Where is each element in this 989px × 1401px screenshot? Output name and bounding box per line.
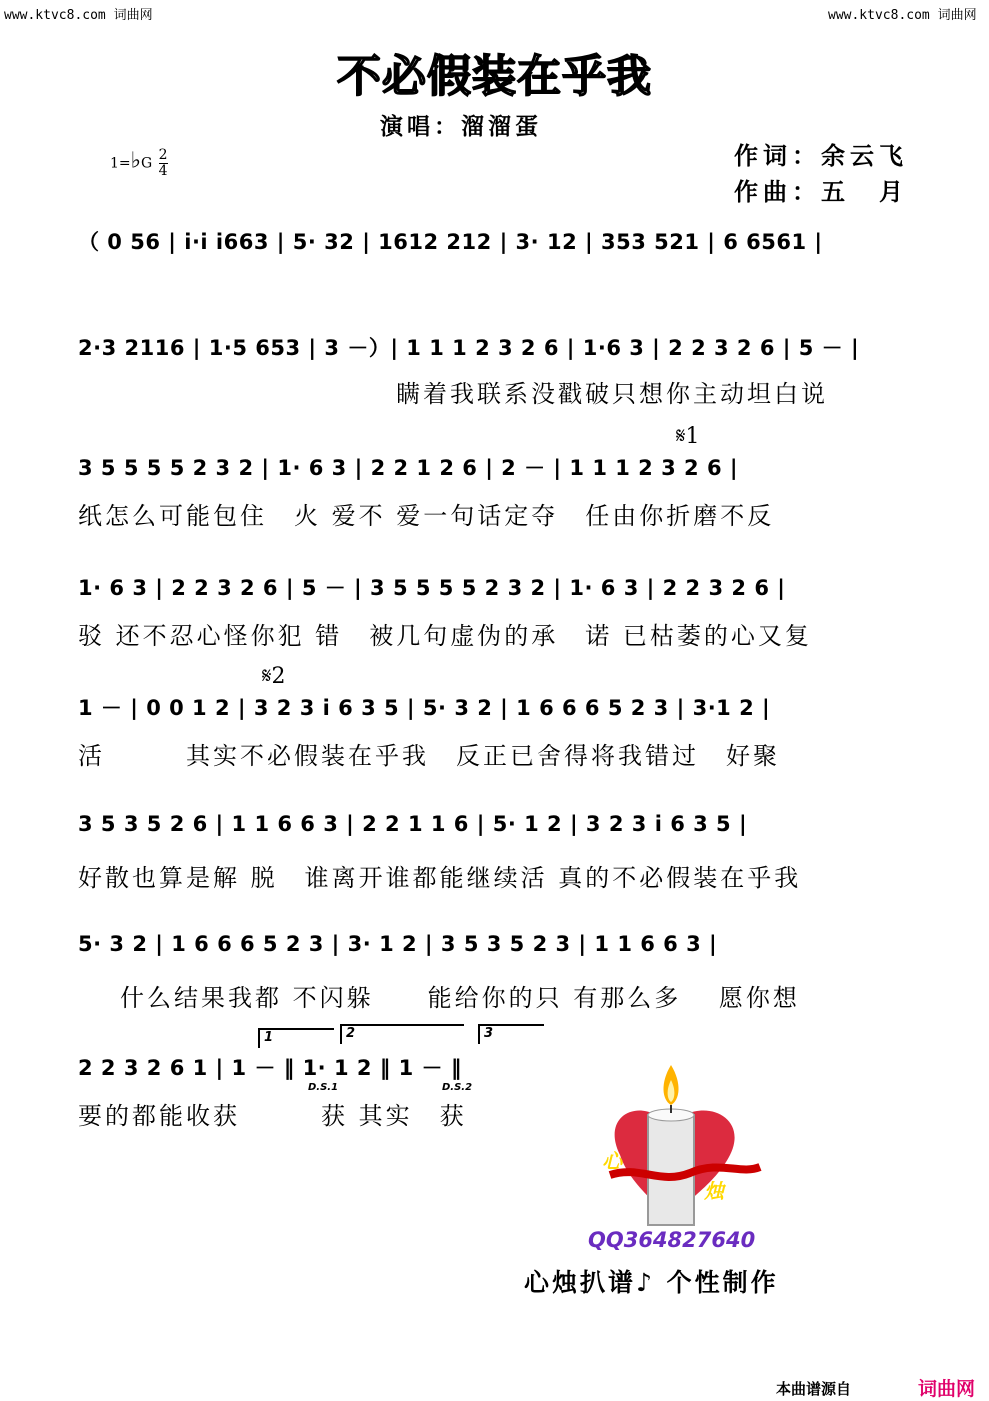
segno-2-icon: 𝄋2	[262, 664, 286, 689]
lyrics-row-5: 好散也算是解 脱 谁离开谁都能继续活 真的不必假装在乎我	[78, 864, 802, 892]
footer-source: 本曲谱源自	[776, 1380, 852, 1398]
ds-2-mark: D.S.2	[442, 1082, 473, 1093]
candle-logo	[600, 1055, 770, 1235]
candle-char-2: 烛	[704, 1179, 724, 1203]
ending-1-bracket: 1	[258, 1028, 334, 1048]
notes-row-7: 5· 3 2 | 1 6 6 6 5 2 3 | 3· 1 2 | 3 5 3 5 2 3 | 1 1 6 6 3 |	[78, 932, 718, 956]
key-signature	[110, 148, 168, 179]
lyrics-row-4: 活 其实不必假装在乎我 反正已舍得将我错过 好聚	[78, 742, 780, 770]
site-header-right: www.ktvc8.com 词曲网	[828, 8, 977, 23]
flat-symbol: ♭	[130, 148, 142, 174]
singer-line: 演唱：溜溜蛋	[380, 114, 542, 140]
candle-char-1: 心	[602, 1149, 622, 1173]
notes-row-3: 3 5 5 5 5 2 3 2 | 1· 6 3 | 2 2 1 2 6 | 2 － | 1 1 1 2 3 2 6 |	[78, 456, 739, 480]
notes-row-5: 1 － | 0 0 1 2 | 3 2 3 i 6 3 5 | 5· 3 2 | 1 6 6 6 5 2 3 | 3·1 2 |	[78, 696, 771, 720]
song-title: 不必假装在乎我	[337, 51, 652, 102]
key-prefix: 1=	[110, 155, 131, 172]
lyrics-row-2: 纸怎么可能包住 火 爱不 爱一句话定夺 任由你折磨不反	[78, 502, 775, 530]
notes-row-1: （ 0 56 | i·i i663 | 5· 32 | 1612 212 | 3· 12 | 353 521 | 6 6561 |	[78, 230, 823, 254]
lyrics-row-1: 瞒着我联系没戳破只想你主动坦白说	[396, 380, 828, 408]
segno-1-icon: 𝄋1	[676, 424, 700, 449]
lyrics-row-7: 要的都能收获 获 其实 获	[78, 1102, 467, 1130]
time-signature	[159, 148, 168, 179]
composer-line: 作曲：五 月	[734, 178, 908, 206]
footer-brand: 词曲网	[918, 1378, 976, 1400]
notes-row-6: 3 5 3 5 2 6 | 1 1 6 6 3 | 2 2 1 1 6 | 5· 1 2 | 3 2 3 i 6 3 5 |	[78, 812, 748, 836]
notes-row-4: 1· 6 3 | 2 2 3 2 6 | 5 － | 3 5 5 5 5 2 3 2 | 1· 6 3 | 2 2 3 2 6 |	[78, 576, 786, 600]
maker-credit: 心烛扒谱♪ 个性制作	[524, 1268, 779, 1297]
candle-icon	[600, 1055, 770, 1235]
lyricist-line: 作词：余云飞	[734, 142, 908, 170]
notes-row-8: 2 2 3 2 6 1 | 1 － ‖ 1· 1 2 ‖ 1 － ‖	[78, 1056, 462, 1080]
qq-number: QQ364827640	[588, 1228, 756, 1252]
lyrics-row-3: 驳 还不忍心怪你犯 错 被几句虚伪的承 诺 已枯萎的心又复	[78, 622, 812, 650]
ending-3-bracket: 3	[478, 1024, 544, 1044]
key-note: G	[141, 155, 153, 172]
ds-1-mark: D.S.1	[308, 1082, 339, 1093]
time-top: 2	[158, 147, 168, 163]
site-header-left: www.ktvc8.com 词曲网	[4, 8, 153, 23]
ending-2-bracket: 2	[340, 1024, 464, 1044]
notes-row-2: 2·3 2116 | 1·5 653 | 3 －）| 1 1 1 2 3 2 6 | 1·6 3 | 2 2 3 2 6 | 5 － |	[78, 336, 860, 360]
time-bottom: 4	[158, 163, 168, 179]
lyrics-row-6: 什么结果我都 不闪躲 能给你的只 有那么多 愿你想	[120, 984, 800, 1012]
